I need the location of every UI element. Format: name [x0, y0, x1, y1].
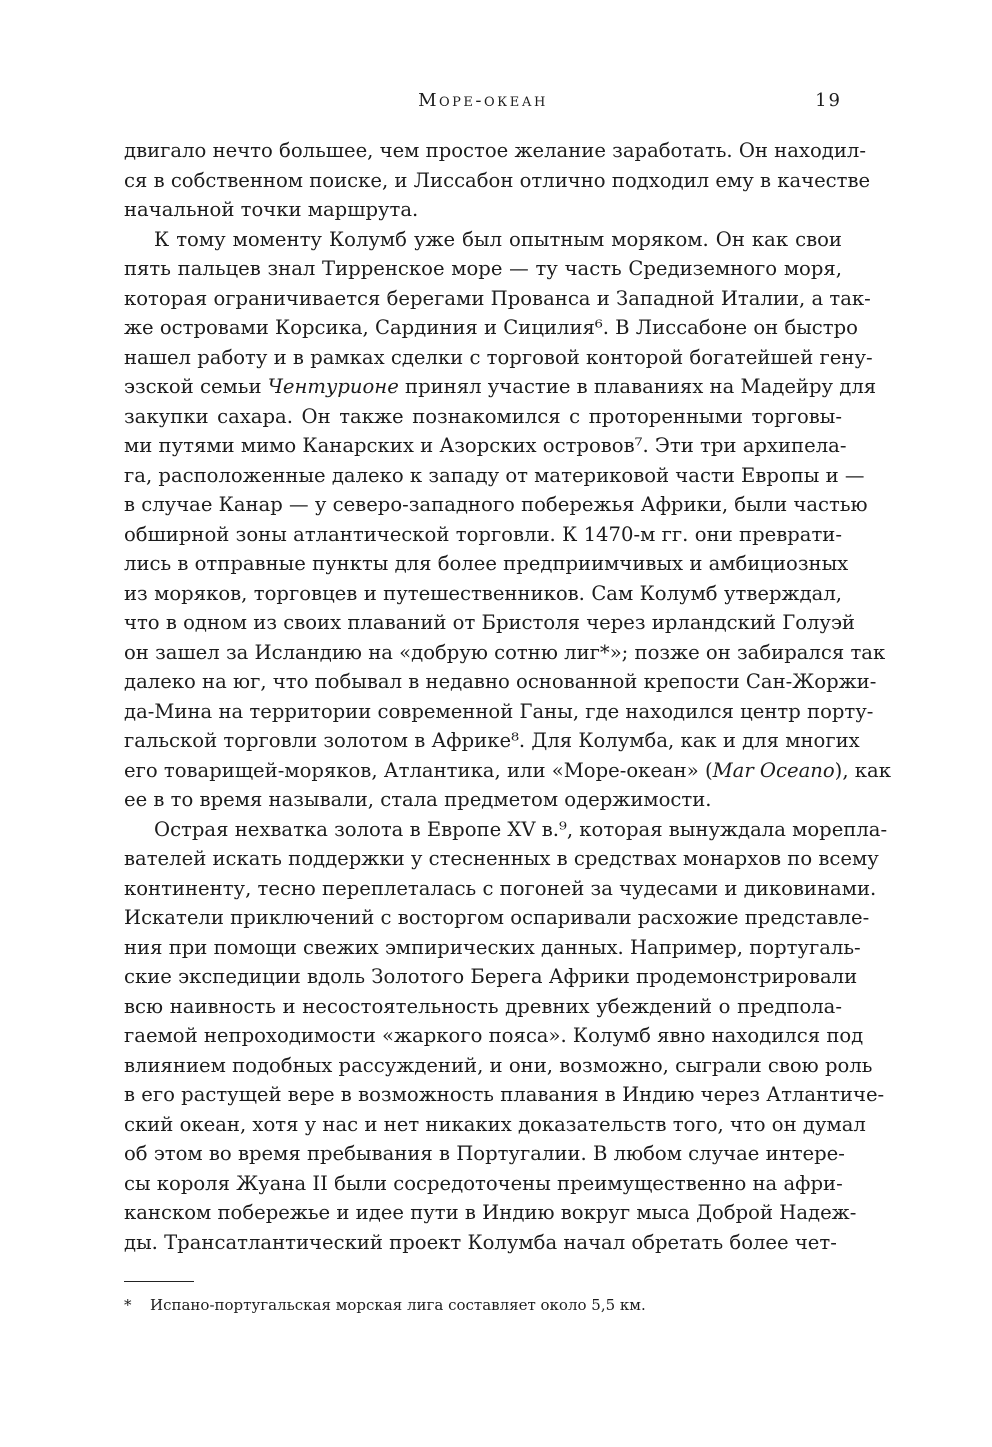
text-line: в его растущей вере в возможность плавания в Индию через Атлантиче- [124, 1083, 885, 1106]
text-line: из моряков, торговцев и путешественников. Сам Колумб утверждал, [124, 581, 842, 605]
body-text [124, 136, 891, 1257]
text-line: ми путями мимо Канарских и Азорских островов⁷. Эти три архипела- [124, 434, 847, 457]
text-line: ские экспедиции вдоль Золотого Берега Африки продемонстрировали [124, 965, 858, 988]
text-line: континенту, тесно переплеталась с погоней за чудесами и диковинами. [124, 876, 877, 900]
text-line: влиянием подобных рассуждений, и они, возможно, сыграли свою роль [124, 1053, 873, 1077]
text-line: об этом во время пребывания в Португалии. В любом случае интере- [124, 1142, 845, 1165]
text-line: двигало нечто большее, чем простое желание заработать. Он находил- [124, 139, 866, 162]
text-line: эзской семьи Чентурионе принял участие в плаваниях на Мадейру для [124, 375, 877, 398]
text-line: начальной точки маршрута. [124, 198, 419, 221]
text-line: К тому моменту Колумб уже был опытным моряком. Он как свои [154, 227, 842, 251]
text-line: да-Мина на территории современной Ганы, где находился центр порту- [124, 699, 874, 723]
text-line: пять пальцев знал Тирренское море — ту часть Средиземного моря, [124, 257, 842, 280]
text-line: ся в собственном поиске, и Лиссабон отлично подходил ему в качестве [124, 168, 871, 192]
text-line: обширной зоны атлантической торговли. К 1470-м гг. они преврати- [124, 522, 842, 546]
text-line: ния при помощи свежих эмпирических данных. Например, португаль- [124, 935, 861, 959]
text-line: далеко на юг, что побывал в недавно основанной крепости Сан-Жоржи- [124, 670, 877, 693]
footnote-divider [124, 1281, 194, 1282]
text-line: канском побережье и идее пути в Индию вокруг мыса Доброй Надеж- [124, 1201, 857, 1224]
text-line: закупки сахара. Он также познакомился с проторенными торговы- [124, 404, 842, 428]
text-line: га, расположенные далеко к западу от материковой части Европы и — [124, 463, 865, 487]
text-line: его товарищей-моряков, Атлантика, или «Море-океан» (Mar Oceano), как [124, 758, 891, 782]
text-line: всю наивность и несостоятельность древних убеждений о предпола- [124, 994, 842, 1018]
running-header [124, 90, 842, 114]
paragraph [124, 815, 888, 1258]
text-line: нашел работу и в рамках сделки с торговой конторой богатейшей гену- [124, 345, 873, 369]
page-number: 19 [815, 90, 842, 111]
footnote [124, 1295, 842, 1315]
footnote-text: Испано-португальская морская лига составляет около 5,5 км. [150, 1296, 646, 1314]
paragraph [124, 136, 871, 225]
text-line: сы короля Жуана II были сосредоточены преимущественно на афри- [124, 1171, 843, 1195]
footnote-mark: * [124, 1296, 132, 1314]
text-line: ский океан, хотя у нас и нет никаких доказательств того, что он думал [124, 1112, 866, 1136]
text-line: что в одном из своих плаваний от Бристоля через ирландский Голуэй [124, 611, 855, 634]
text-line: которая ограничивается берегами Прованса и Западной Италии, а так- [124, 286, 871, 310]
text-line: вателей искать поддержки у стесненных в средствах монархов по всему [124, 847, 879, 870]
running-title: Море-океан [418, 90, 548, 111]
text-line: он зашел за Исландию на «добрую сотню лиг*»; позже он забирался так [124, 640, 886, 664]
text-line: Искатели приключений с восторгом оспаривали расхожие представле- [124, 906, 870, 929]
paragraph [124, 225, 891, 815]
text-line: гальской торговли золотом в Африке⁸. Для Колумба, как и для многих [124, 729, 860, 752]
text-line: ды. Трансатлантический проект Колумба начал обретать более чет- [124, 1230, 837, 1254]
text-line: лись в отправные пункты для более предприимчивых и амбициозных [124, 552, 849, 575]
text-line: в случае Канар — у северо-западного побережья Африки, были частью [124, 493, 868, 516]
text-line: Острая нехватка золота в Европе XV в.⁹, которая вынуждала морепла- [154, 817, 888, 841]
text-line: же островами Корсика, Сардиния и Сицилия⁶. В Лиссабоне он быстро [124, 316, 858, 339]
text-line: ее в то время называли, стала предметом одержимости. [124, 788, 712, 811]
text-line: гаемой непроходимости «жаркого пояса». Колумб явно находился под [124, 1024, 864, 1047]
